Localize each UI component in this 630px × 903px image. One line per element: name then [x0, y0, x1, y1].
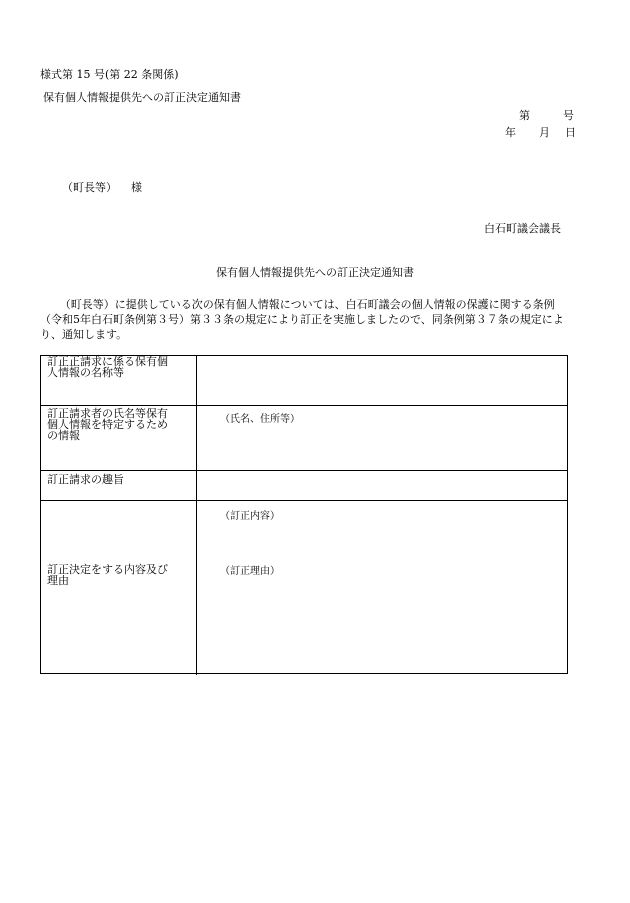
body-paragraph: （町長等）に提供している次の保有個人情報については、白石町議会の個人情報の保護に関する条例（令和5年白石町条例第３号）第３３条の規定により訂正を実施しましたので、同条例第３７条の規定により、通知します。 [40, 298, 564, 341]
row-value-cell [197, 406, 567, 470]
date-month: 月 [539, 126, 550, 139]
row-hint: （訂正理由） [220, 566, 280, 577]
table-row [41, 471, 567, 501]
form-number: 様式第 15 号(第 22 条関係) [40, 68, 179, 81]
row-value-cell [197, 471, 567, 500]
addressee-name: （町長等） [62, 181, 117, 194]
row-hint: （氏名、住所等） [220, 414, 300, 425]
row-label-cell [41, 471, 197, 500]
row-label-cell [41, 406, 197, 470]
row-label-cell [41, 356, 197, 405]
notice-table [40, 355, 568, 674]
row-label-cell [41, 501, 197, 675]
date-year: 年 [505, 126, 516, 139]
table-row [41, 356, 567, 406]
addressee-honorific: 様 [131, 181, 142, 194]
row-label: 訂正決定をする内容及び理由 [47, 563, 168, 587]
addressee [62, 181, 142, 194]
document-subject: 保有個人情報提供先への訂正決定通知書 [43, 91, 241, 104]
table-row [41, 406, 567, 471]
row-label: 訂正請求の趣旨 [47, 473, 124, 486]
table-row [41, 501, 567, 675]
number-label: 第 [519, 109, 530, 122]
sender: 白石町議会議長 [484, 222, 561, 235]
row-label: 訂正請求者の氏名等保有個人情報を特定するための情報 [47, 407, 168, 442]
row-value-cell [197, 501, 567, 675]
row-label: 訂正正請求に係る保有個人情報の名称等 [47, 355, 168, 379]
row-hint: （訂正内容） [220, 511, 280, 522]
number-suffix: 号 [563, 109, 574, 122]
row-value-cell [197, 356, 567, 405]
date-day: 日 [565, 126, 576, 139]
document-title: 保有個人情報提供先への訂正決定通知書 [216, 266, 414, 279]
